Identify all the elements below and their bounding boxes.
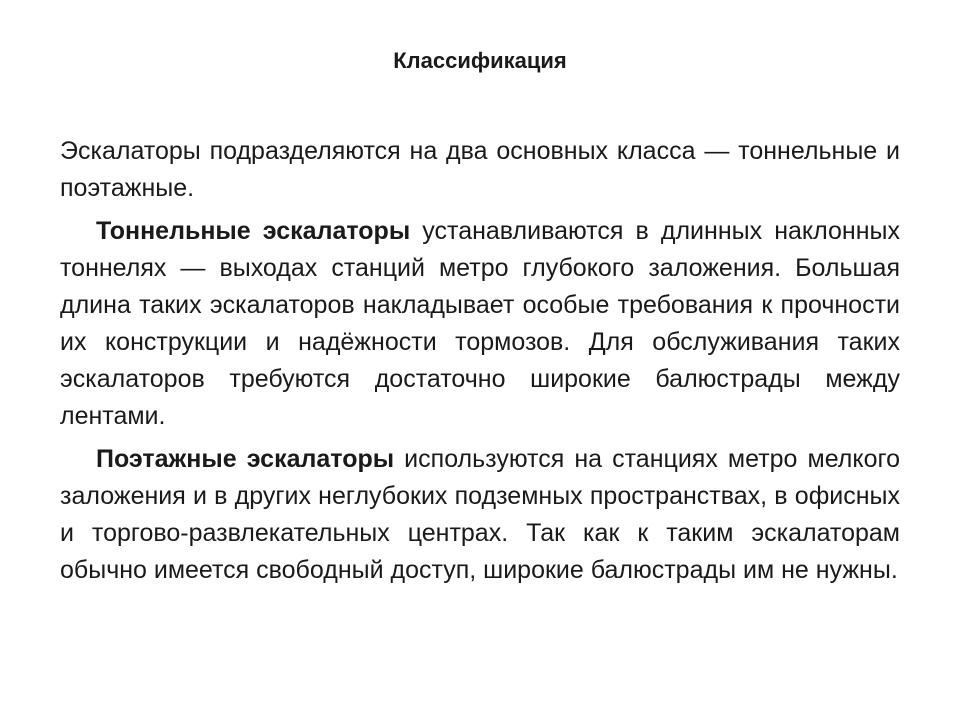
floor-escalators-paragraph [60,441,900,589]
tunnel-escalators-paragraph [60,213,900,435]
floor-escalators-term: Поэтажные эскалаторы [96,445,395,473]
tunnel-escalators-term: Тоннельные эскалаторы [96,217,411,245]
intro-paragraph: Эскалаторы подразделяются на два основных класса — тоннельные и поэтажные. [60,137,900,202]
slide-body [60,133,900,595]
tunnel-escalators-description: устанавливаются в длинных наклонных тоннелях — выходах станций метро глубокого заложения. Большая длина таких эскалаторов накладывает особые требования к прочности их конструкции и надёжности тормозов. Для обслуживания таких эскалаторов требуются достаточно широкие балюстрады между лентами. [60,217,901,430]
floor-escalators-description: используются на станциях метро мелкого заложения и в других неглубоких подземных пространствах, в офисных и торгово-развлекательных центрах. Так как к таким эскалаторам обычно имеется свободный доступ, широкие балюстрады им не нужны. [60,445,900,584]
slide-title: Классификация [393,48,567,73]
